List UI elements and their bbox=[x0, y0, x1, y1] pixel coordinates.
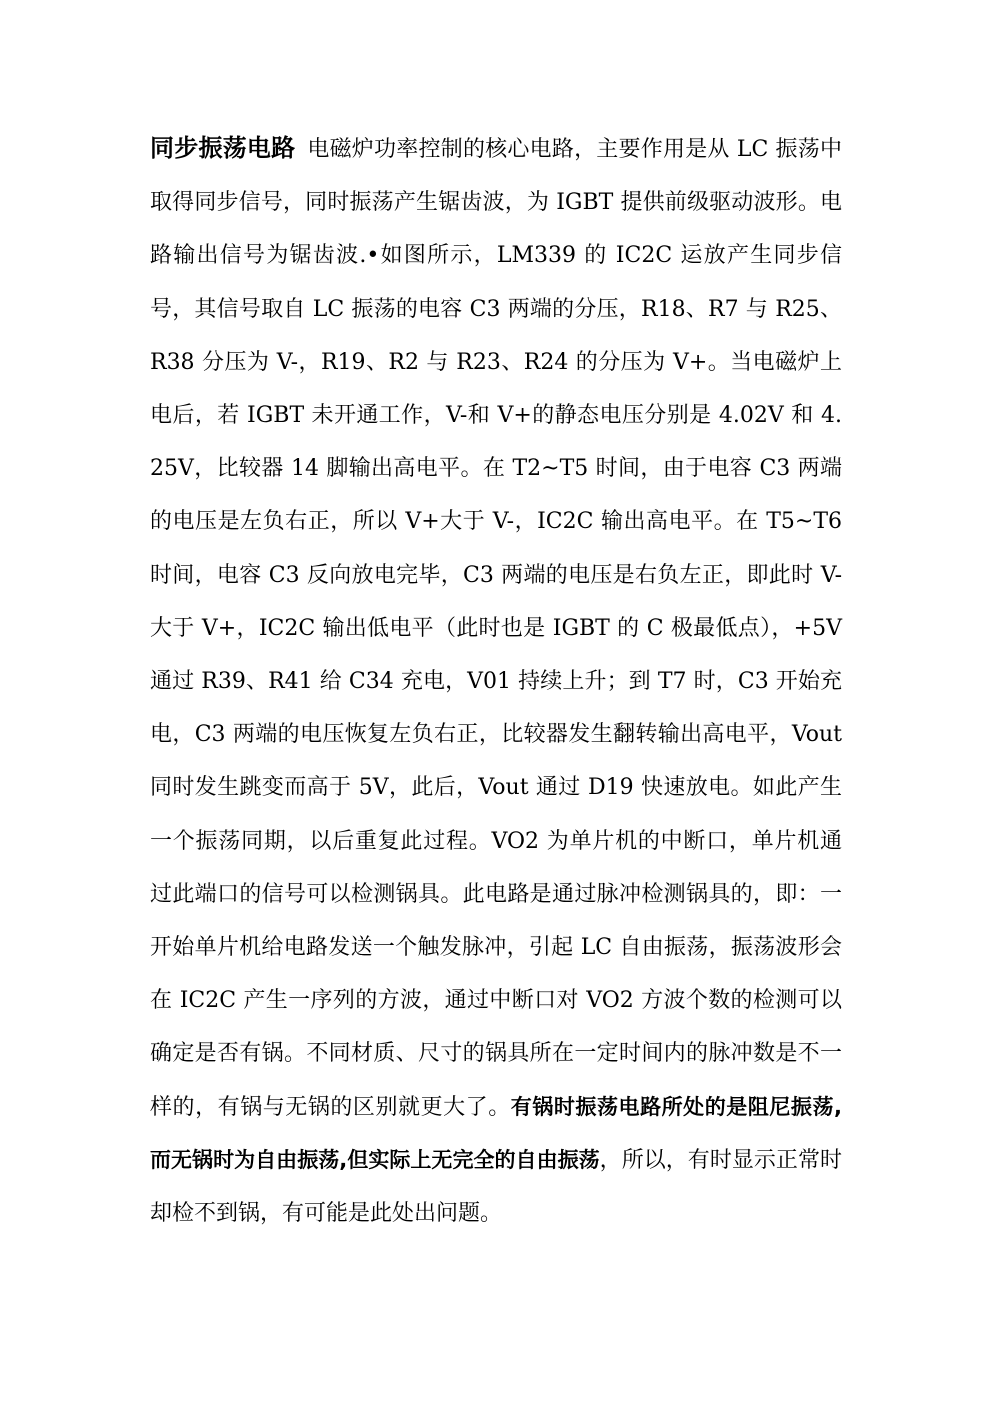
section-heading: 同步振荡电路 bbox=[150, 134, 296, 162]
emphasized-sentence: 有锅时振荡电路所处的是阻尼振荡,而无锅时为自由振荡,但实际上无完全的自由振荡 bbox=[150, 1094, 842, 1172]
paragraph-closing: ，所以，有时显示正常时却检不到锅，有可能是此处出问题。 bbox=[150, 1147, 842, 1227]
paragraph-body: 电磁炉功率控制的核心电路，主要作用是从 LC 振荡中取得同步信号，同时振荡产生锯齿波，为 IGBT 提供前级驱动波形。电路输出信号为锯齿波.•如图所示，LM339 的 IC2C 运放产生同步信号，其信号取自 LC 振荡的电容 C3 两端的分压，R18、R7 与 R25、R38 分压为 V-，R19、R2 与 R23、R24 的分压为 V+。当电磁炉上电后，若 IGBT 未开通工作，V-和 V+的静态电压分别是 4.02V 和 4.25V，比较器 14 脚输出高电平。在 T2~T5 时间，由于电容 C3 两端的电压是左负右正，所以 V+大于 V-，IC2C 输出高电平。在 T5~T6 时间，电容 C3 反向放电完毕，C3 两端的电压是右负左正，即此时 V-大于 V+，IC2C 输出低电平（此时也是 IGBT 的 C 极最低点），+5V 通过 R39、R41 给 C34 充电，V01 持续上升；到 T7 时，C3 开始充电，C3 两端的电压恢复左负右正，比较器发生翻转输出高电平，Vout 同时发生跳变而高于 5V，此后，Vout 通过 D19 快速放电。如此产生一个振荡同期，以后重复此过程。VO2 为单片机的中断口，单片机通过此端口的信号可以检测锅具。此电路是通过脉冲检测锅具的，即：一开始单片机给电路发送一个触发脉冲，引起 LC 自由振荡，振荡波形会在 IC2C 产生一序列的方波，通过中断口对 VO2 方波个数的检测可以确定是否有锅。不同材质、尺寸的锅具所在一定时间内的脉冲数是不一样的，有锅与无锅的区别就更大了。 bbox=[150, 137, 842, 1120]
paragraph bbox=[150, 122, 842, 1240]
